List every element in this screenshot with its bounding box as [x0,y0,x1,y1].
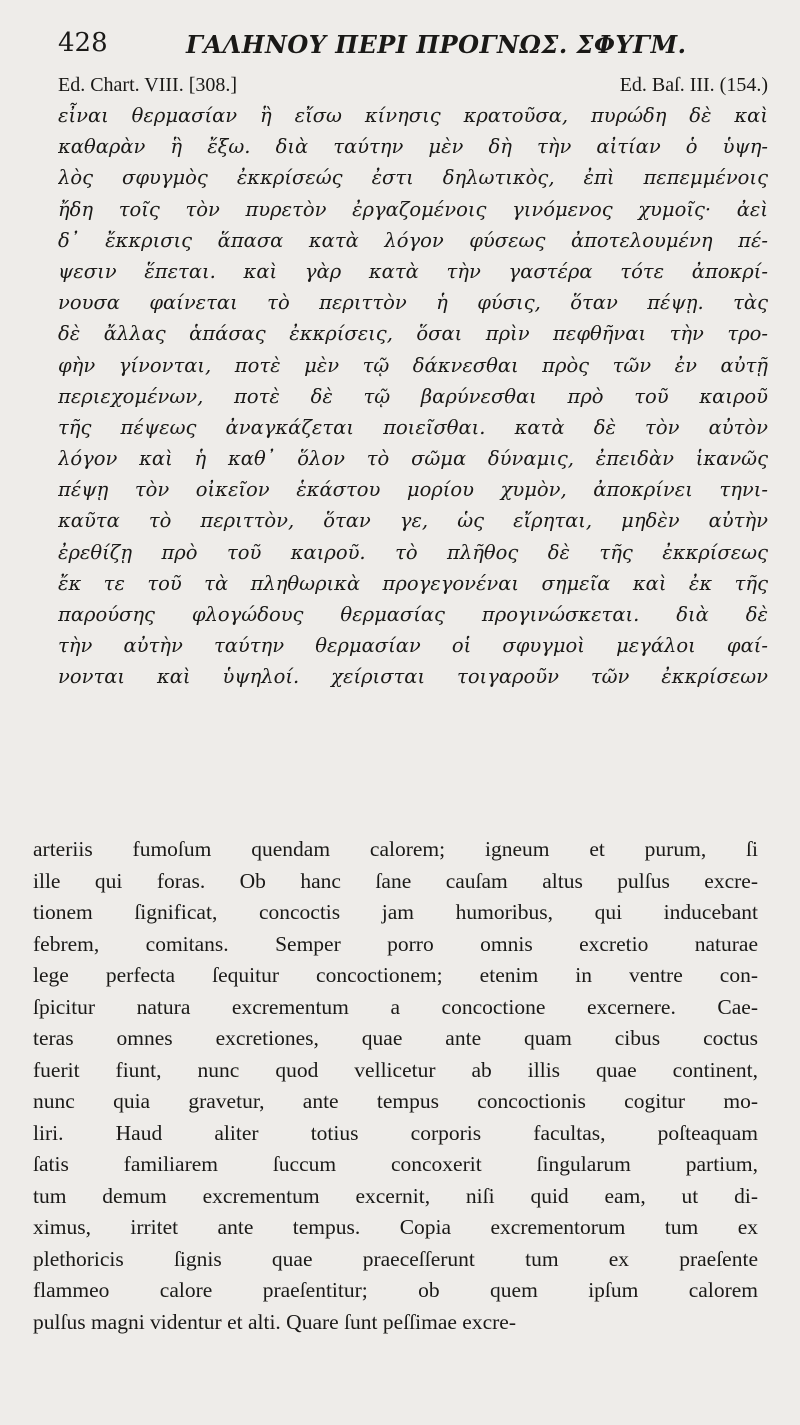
page-number: 428 [58,28,108,58]
edition-reference-line [58,74,768,102]
latin-text-line: lege perfecta ſequitur concoctionem; etenim in ventre con- [33,963,758,987]
greek-text-line: πέψῃ τὸν οἰκεῖον ἑκάστου μορίου χυμὸν, ἀποκρίνει τηνι- [58,478,768,502]
latin-text-line: liri. Haud aliter totius corporis facultas, poſteaquam [33,1120,758,1145]
greek-text-line: νουσα φαίνεται τὸ περιττὸν ἡ φύσις, ὅταν πέψῃ. τὰς [58,291,768,315]
running-title: ΓΑΛΗΝΟΥ ΠΕΡΙ ΠΡΟΓΝΩΣ. ΣΦΥΓΜ. [186,30,687,59]
latin-text-line: nunc quia gravetur, ante tempus concoctionis cogitur mo- [33,1089,758,1113]
latin-text-line: tum demum excrementum excernit, niſi quid eam, ut di- [33,1183,758,1208]
greek-text-line: δ᾽ ἔκκρισις ἅπασα κατὰ λόγον φύσεως ἀποτελουμένη πέ- [58,228,768,252]
page-header [58,28,758,64]
latin-text-line: plethoricis ſignis quae praeceſſerunt tum ex praeſente [33,1246,758,1271]
greek-text-line: περιεχομένων, ποτὲ δὲ τῷ βαρύνεσθαι πρὸ τοῦ καιροῦ [58,384,768,408]
greek-text-line: ἔκ τε τοῦ τὰ πληθωρικὰ προγεγονέναι σημεῖα καὶ ἐκ τῆς [58,571,768,595]
greek-text-line: νονται καὶ ὑψηλοί. χείρισται τοιγαροῦν τῶν ἐκκρίσεων [58,665,768,689]
greek-text-line: φὴν γίνονται, ποτὲ μὲν τῷ δάκνεσθαι πρὸς τῶν ἐν αὐτῇ [58,353,768,377]
latin-text-line: teras omnes excretiones, quae ante quam cibus coctus [33,1026,758,1050]
greek-text-line: καθαρὰν ἣ ἔξω. διὰ ταύτην μὲν δὴ τὴν αἰτίαν ὁ ὑψη- [58,135,768,159]
latin-text-line: ſatis familiarem ſuccum concoxerit ſingularum partium, [33,1152,758,1176]
latin-text-line: arteriis fumoſum quendam calorem; igneum et purum, ſi [33,837,758,861]
latin-text-line: tionem ſignificat, concoctis jam humoribus, qui inducebant [33,900,758,924]
latin-text-line: ille qui foras. Ob hanc ſane cauſam altus pulſus excre- [33,868,758,893]
greek-text-line: λόγον καὶ ἡ καθ᾽ ὅλον τὸ σῶμα δύναμις, ἐπειδὰν ἱκανῶς [58,447,768,471]
latin-text-line: pulſus magni videntur et alti. Quare ſunt peſſimae excre- [33,1309,516,1334]
greek-text-line: καῦτα τὸ περιττὸν, ὅταν γε, ὡς εἴρηται, μηδὲν αὐτὴν [58,509,768,533]
latin-text-line: fuerit fiunt, nunc quod vellicetur ab illis quae continent, [33,1057,758,1082]
greek-text-line: ἤδη τοῖς τὸν πυρετὸν ἐργαζομένοις γινόμενος χυμοῖς· ἀεὶ [58,197,768,221]
greek-text-line: ψεσιν ἕπεται. καὶ γὰρ κατὰ τὴν γαστέρα τότε ἀποκρί- [58,259,768,283]
greek-text-line: παρούσης φλογώδους θερμασίας προγινώσκεται. διὰ δὲ [58,603,768,626]
latin-text-column [33,834,758,1338]
greek-text-line: τῆς πέψεως ἀναγκάζεται ποιεῖσθαι. κατὰ δὲ τὸν αὐτὸν [58,415,768,439]
latin-text-line: ximus, irritet ante tempus. Copia excrementorum tum ex [33,1215,758,1239]
latin-text-line: ſpicitur natura excrementum a concoctione excernere. Cae- [33,994,758,1019]
edition-reference-left: Ed. Chart. VIII. [308.] [58,74,238,96]
greek-text-line: δὲ ἄλλας ἁπάσας ἐκκρίσεις, ὅσαι πρὶν πεφθῆναι τὴν τρο- [58,322,768,346]
greek-text-line: λὸς σφυγμὸς ἐκκρίσεώς ἐστι δηλωτικὸς, ἐπὶ πεπεμμένοις [58,166,768,190]
latin-text-line: febrem, comitans. Semper porro omnis excretio naturae [33,931,758,956]
latin-text-line: flammeo calore praeſentitur; ob quem ipſum calorem [33,1278,758,1302]
greek-text-line: τὴν αὐτὴν ταύτην θερμασίαν οἱ σφυγμοὶ μεγάλοι φαί- [58,634,768,658]
edition-reference-right: Ed. Baſ. III. (154.) [619,74,768,96]
greek-text-line: ἐρεθίζῃ πρὸ τοῦ καιροῦ. τὸ πλῆθος δὲ τῆς ἐκκρίσεως [58,540,768,564]
greek-text-line: εἶναι θερμασίαν ἣ εἴσω κίνησις κρατοῦσα, πυρώδη δὲ καὶ [58,104,768,127]
greek-text-column [58,100,768,693]
